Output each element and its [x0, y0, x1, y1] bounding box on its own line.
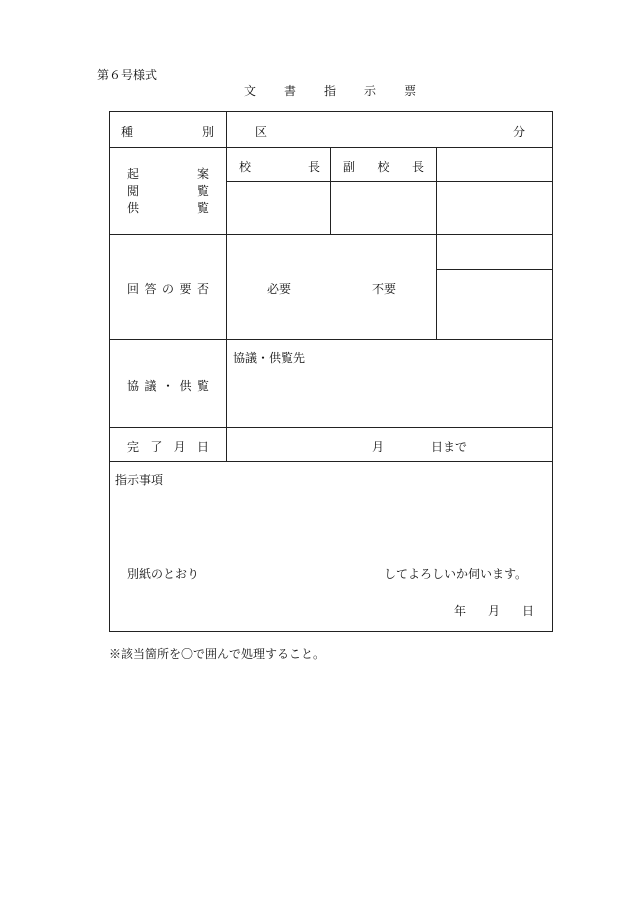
completion-until[interactable]: 日まで: [431, 440, 468, 454]
completion-month[interactable]: 月: [372, 440, 385, 454]
draft-label: 起 案 閲 覧 供 覧: [127, 167, 209, 215]
consultation-label: 協 議 ・ 供 覧: [127, 379, 209, 393]
form-title: [244, 82, 416, 99]
row-divider: [110, 339, 552, 340]
vice-principal-stamp-box[interactable]: [331, 182, 436, 234]
title-char: 文: [244, 84, 257, 98]
form-number: 第６号様式: [97, 68, 158, 82]
title-char: 票: [404, 84, 417, 98]
reply-required-label: 回 答 の 要 否: [127, 282, 209, 296]
title-char: 書: [284, 84, 297, 98]
completion-date-label: 完 了 月 日: [127, 440, 209, 454]
division-field[interactable]: 区 分: [255, 125, 525, 139]
title-char: 指: [324, 84, 337, 98]
side-cell-divider: [436, 269, 552, 270]
principal-stamp-box[interactable]: [227, 182, 330, 234]
footnote: ※該当箇所を〇で囲んで処理すること。: [109, 647, 326, 661]
instructions-heading: 指示事項: [115, 473, 164, 487]
consultation-destination-label: 協議・供覧先: [233, 351, 306, 365]
row-divider: [110, 461, 552, 462]
row-divider: [110, 427, 552, 428]
form-table: [109, 111, 553, 632]
vice-principal-label: 副 校 長: [343, 160, 424, 174]
option-required[interactable]: 必要: [267, 282, 292, 296]
classification-label: 種 別: [121, 125, 214, 139]
instruction-date[interactable]: 年 月 日: [454, 604, 534, 618]
option-not-required[interactable]: 不要: [372, 282, 397, 296]
as-attached-text: 別紙のとおり: [127, 567, 200, 581]
principal-label: 校 長: [239, 160, 320, 174]
label-column-divider: [226, 112, 227, 461]
extra-stamp-box[interactable]: [437, 148, 552, 234]
title-char: 示: [364, 84, 377, 98]
row-divider: [110, 234, 552, 235]
request-text: してよろしいか伺います。: [384, 567, 528, 581]
